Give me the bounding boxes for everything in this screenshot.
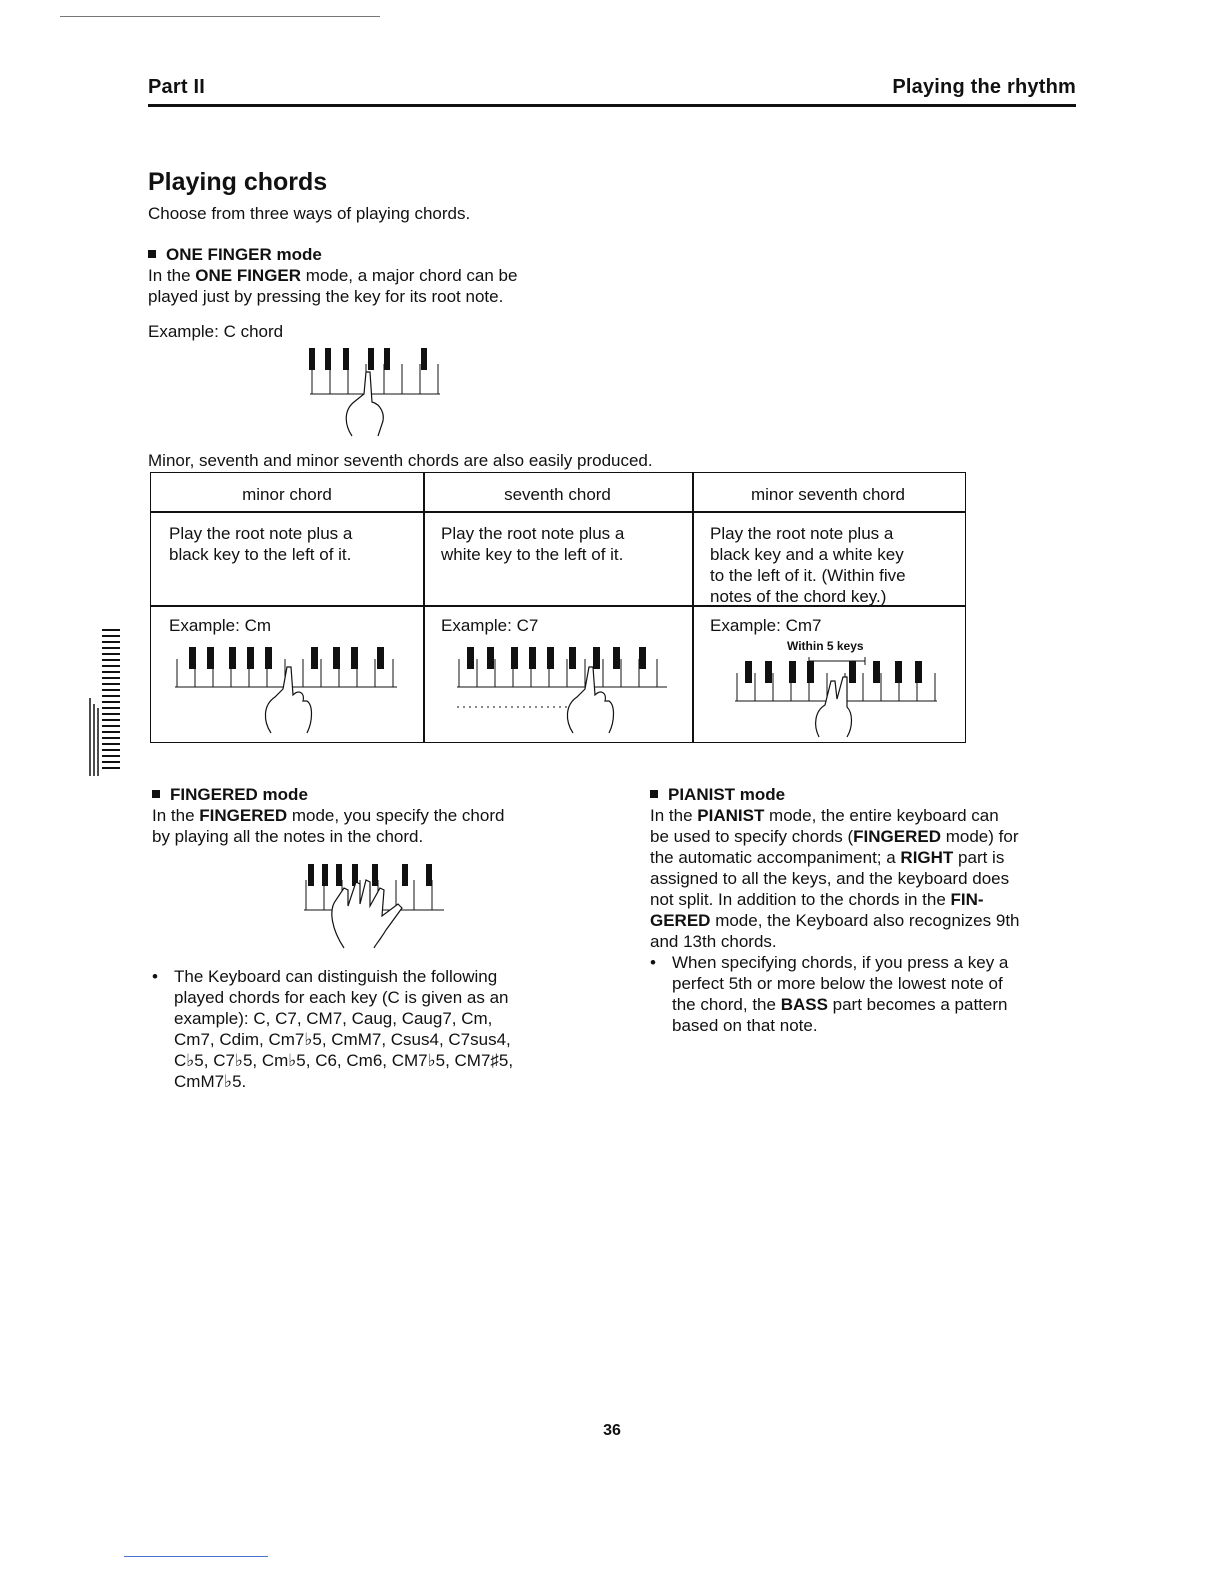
page-number: 36 bbox=[603, 1422, 621, 1439]
within-5-keys-label: Within 5 keys bbox=[787, 639, 864, 653]
intro-text: Choose from three ways of playing chords. bbox=[148, 204, 471, 223]
header-minor-seventh-chord: minor seventh chord bbox=[750, 485, 906, 504]
one-finger-heading: ONE FINGER mode bbox=[148, 244, 322, 265]
page-title: Playing chords bbox=[148, 168, 328, 196]
dot-bullet-icon: • bbox=[152, 967, 158, 986]
dot-bullet-icon: • bbox=[650, 953, 656, 972]
square-bullet-icon bbox=[148, 250, 156, 258]
header-part: Part II bbox=[148, 76, 205, 98]
scan-top-line bbox=[60, 16, 380, 17]
fingered-line-1: In the FINGERED mode, you specify the chord bbox=[152, 806, 505, 825]
keyboard-hand-cm-icon bbox=[171, 645, 401, 735]
square-bullet-icon bbox=[650, 790, 658, 798]
fingered-heading: FINGERED mode bbox=[152, 784, 308, 805]
desc-minor: Play the root note plus a black key to the left of it. bbox=[169, 524, 353, 564]
one-finger-line-2: played just by pressing the key for its root note. bbox=[148, 287, 504, 306]
example-cm7: Example: Cm7 bbox=[710, 616, 822, 635]
chord-types-intro: Minor, seventh and minor seventh chords are also easily produced. bbox=[148, 451, 653, 470]
example-cm: Example: Cm bbox=[169, 616, 272, 635]
margin-registration-marks bbox=[88, 628, 124, 776]
header-section: Playing the rhythm bbox=[892, 76, 1076, 98]
one-finger-example: Example: C chord bbox=[148, 322, 284, 341]
chord-table bbox=[150, 472, 966, 743]
header-minor-chord: minor chord bbox=[242, 485, 332, 504]
one-finger-line-1: In the ONE FINGER mode, a major chord can be bbox=[148, 266, 518, 285]
pianist-heading: PIANIST mode bbox=[650, 784, 785, 805]
header-rule bbox=[148, 104, 1076, 107]
pianist-paragraph: In the PIANIST mode, the entire keyboard can be used to specify chords (FINGERED mode) for the automatic accompaniment; a RIGHT part is assigned to all the keys, and the keyboard does not split. In addition to the chords in the FIN- GERED mode, the Keyboard also recognizes 9th and 13th chords. bbox=[650, 806, 1020, 951]
bottom-line bbox=[124, 1556, 268, 1557]
square-bullet-icon bbox=[152, 790, 160, 798]
keyboard-hand-fingered-icon bbox=[300, 860, 450, 950]
desc-seventh: Play the root note plus a white key to the left of it. bbox=[441, 524, 625, 564]
keyboard-hand-one-finger-icon bbox=[300, 344, 450, 444]
fingered-line-2: by playing all the notes in the chord. bbox=[152, 827, 424, 846]
header-seventh-chord: seventh chord bbox=[504, 485, 611, 504]
keyboard-hand-cm7-icon bbox=[731, 659, 941, 739]
example-c7: Example: C7 bbox=[441, 616, 539, 635]
desc-minor-seventh: Play the root note plus a black key and a white key to the left of it. (Within five notes of the chord key.) bbox=[710, 524, 906, 606]
keyboard-hand-c7-icon bbox=[453, 645, 673, 735]
